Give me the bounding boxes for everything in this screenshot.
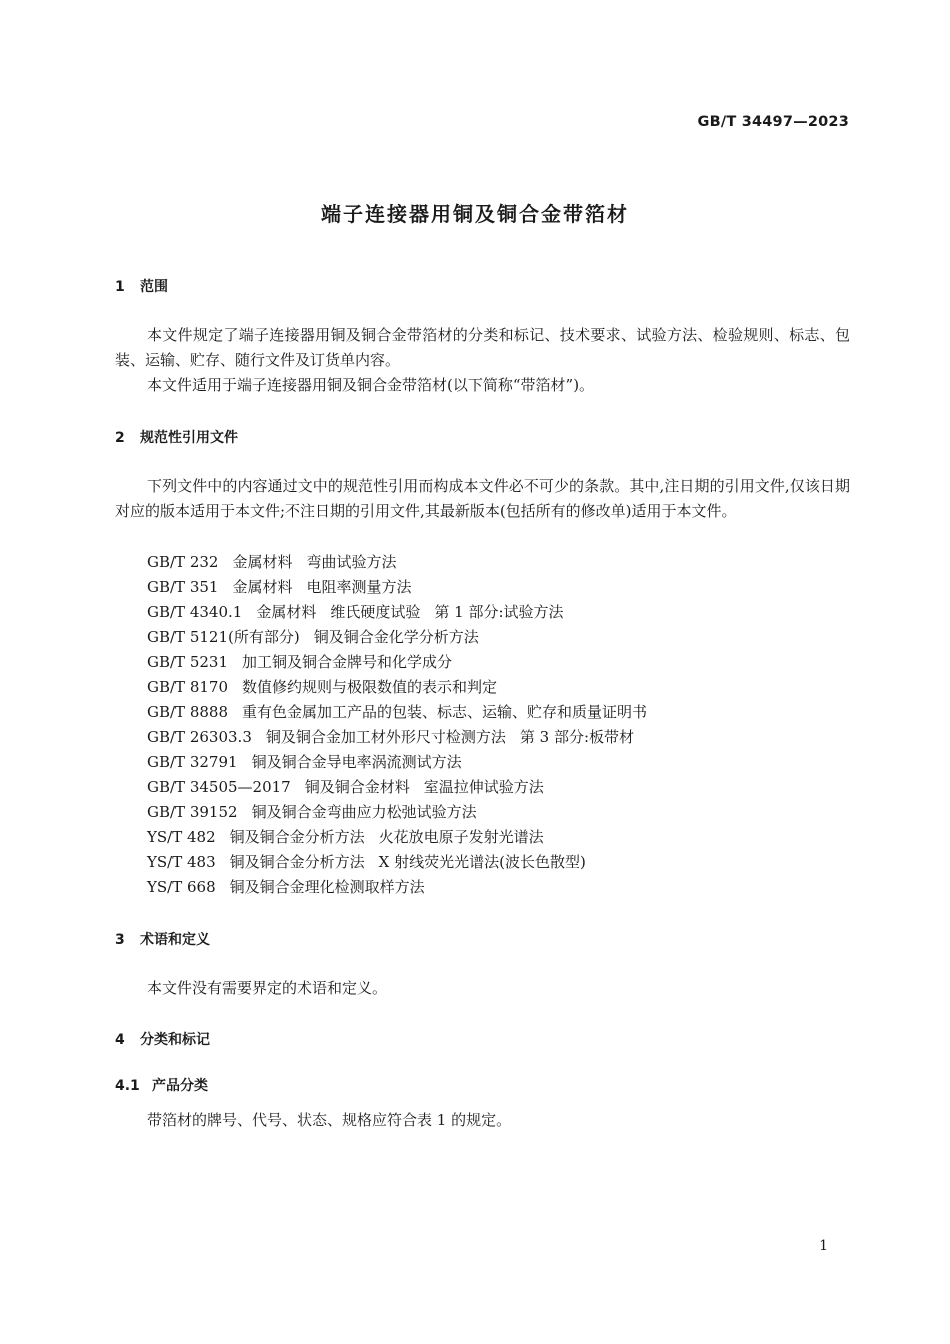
section-3-heading [115, 929, 210, 949]
section-title: 分类和标记 [140, 1032, 210, 1048]
reference-item [147, 800, 647, 825]
reference-title-part: 加工铜及铜合金牌号和化学成分 [242, 653, 453, 671]
reference-code: GB/T 32791 [147, 753, 238, 771]
reference-title-part: 铜及铜合金化学分析方法 [313, 628, 479, 646]
reference-item [147, 575, 647, 600]
reference-item [147, 775, 647, 800]
reference-item [147, 550, 647, 575]
reference-list [147, 550, 647, 900]
reference-code: GB/T 5121(所有部分) [147, 628, 300, 646]
section-3-paragraph: 本文件没有需要界定的术语和定义。 [147, 979, 388, 997]
reference-item [147, 750, 647, 775]
section-number: 4 [115, 1032, 125, 1048]
reference-code: YS/T 482 [147, 828, 216, 846]
reference-title-part: 第 3 部分:板带材 [519, 728, 635, 746]
section-number: 3 [115, 932, 125, 948]
section-4-1-paragraph: 带箔材的牌号、代号、状态、规格应符合表 1 的规定。 [147, 1111, 512, 1129]
reference-item [147, 875, 647, 900]
reference-code: GB/T 8888 [147, 703, 229, 721]
reference-title-part: 数值修约规则与极限数值的表示和判定 [242, 678, 498, 696]
reference-item [147, 850, 647, 875]
reference-title-part: 室温拉伸试验方法 [423, 778, 544, 796]
reference-title-part: 铜及铜合金加工材外形尺寸检测方法 [265, 728, 506, 746]
reference-title-part: X 射线荧光光谱法(波长色散型) [378, 853, 586, 871]
reference-item [147, 650, 647, 675]
reference-title-part: 金属材料 [232, 553, 293, 571]
section-1-paragraph-2: 本文件适用于端子连接器用铜及铜合金带箔材(以下简称“带箔材”)。 [147, 376, 595, 394]
section-title: 范围 [140, 279, 168, 295]
section-2-heading [115, 427, 238, 447]
reference-title-part: 弯曲试验方法 [306, 553, 397, 571]
reference-item [147, 825, 647, 850]
section-1-heading [115, 276, 168, 296]
reference-title-part: 铜及铜合金分析方法 [229, 853, 365, 871]
reference-code: GB/T 26303.3 [147, 728, 252, 746]
reference-code: GB/T 351 [147, 578, 219, 596]
reference-code: GB/T 8170 [147, 678, 229, 696]
reference-title-part: 铜及铜合金分析方法 [229, 828, 365, 846]
reference-title-part: 铜及铜合金材料 [304, 778, 410, 796]
reference-code: GB/T 4340.1 [147, 603, 243, 621]
section-2-intro: 下列文件中的内容通过文中的规范性引用而构成本文件必不可少的条款。其中,注日期的引用文件,仅该日期对应的版本适用于本文件;不注日期的引用文件,其最新版本(包括所有的修改单)适用于本文件。 [115, 477, 850, 520]
reference-code: GB/T 39152 [147, 803, 238, 821]
reference-title-part: 重有色金属加工产品的包装、标志、运输、贮存和质量证明书 [242, 703, 648, 721]
reference-code: YS/T 668 [147, 878, 216, 896]
reference-title-part: 火花放电原子发射光谱法 [378, 828, 544, 846]
reference-item [147, 675, 647, 700]
reference-item [147, 725, 647, 750]
reference-title-part: 铜及铜合金弯曲应力松弛试验方法 [251, 803, 477, 821]
section-4-1-heading [115, 1075, 208, 1095]
reference-code: GB/T 5231 [147, 653, 229, 671]
section-4-heading [115, 1029, 210, 1049]
standard-code: GB/T 34497—2023 [697, 114, 849, 130]
reference-title-part: 金属材料 [232, 578, 293, 596]
section-title: 产品分类 [152, 1078, 208, 1094]
section-number: 1 [115, 279, 125, 295]
reference-title-part: 金属材料 [256, 603, 317, 621]
reference-title-part: 电阻率测量方法 [306, 578, 412, 596]
reference-title-part: 第 1 部分:试验方法 [434, 603, 564, 621]
reference-title-part: 维氏硬度试验 [330, 603, 421, 621]
section-title: 术语和定义 [140, 932, 210, 948]
section-number: 2 [115, 430, 125, 446]
reference-code: YS/T 483 [147, 853, 216, 871]
reference-title-part: 铜及铜合金理化检测取样方法 [229, 878, 425, 896]
reference-code: GB/T 232 [147, 553, 219, 571]
section-number: 4.1 [115, 1078, 140, 1094]
page-number: 1 [819, 1238, 828, 1254]
reference-item [147, 600, 647, 625]
section-title: 规范性引用文件 [140, 430, 238, 446]
reference-title-part: 铜及铜合金导电率涡流测试方法 [251, 753, 462, 771]
reference-item [147, 625, 647, 650]
section-1-paragraph-1: 本文件规定了端子连接器用铜及铜合金带箔材的分类和标记、技术要求、试验方法、检验规则、标志、包装、运输、贮存、随行文件及订货单内容。 [115, 326, 850, 369]
document-title: 端子连接器用铜及铜合金带箔材 [321, 202, 629, 226]
reference-item [147, 700, 647, 725]
reference-code: GB/T 34505—2017 [147, 778, 291, 796]
